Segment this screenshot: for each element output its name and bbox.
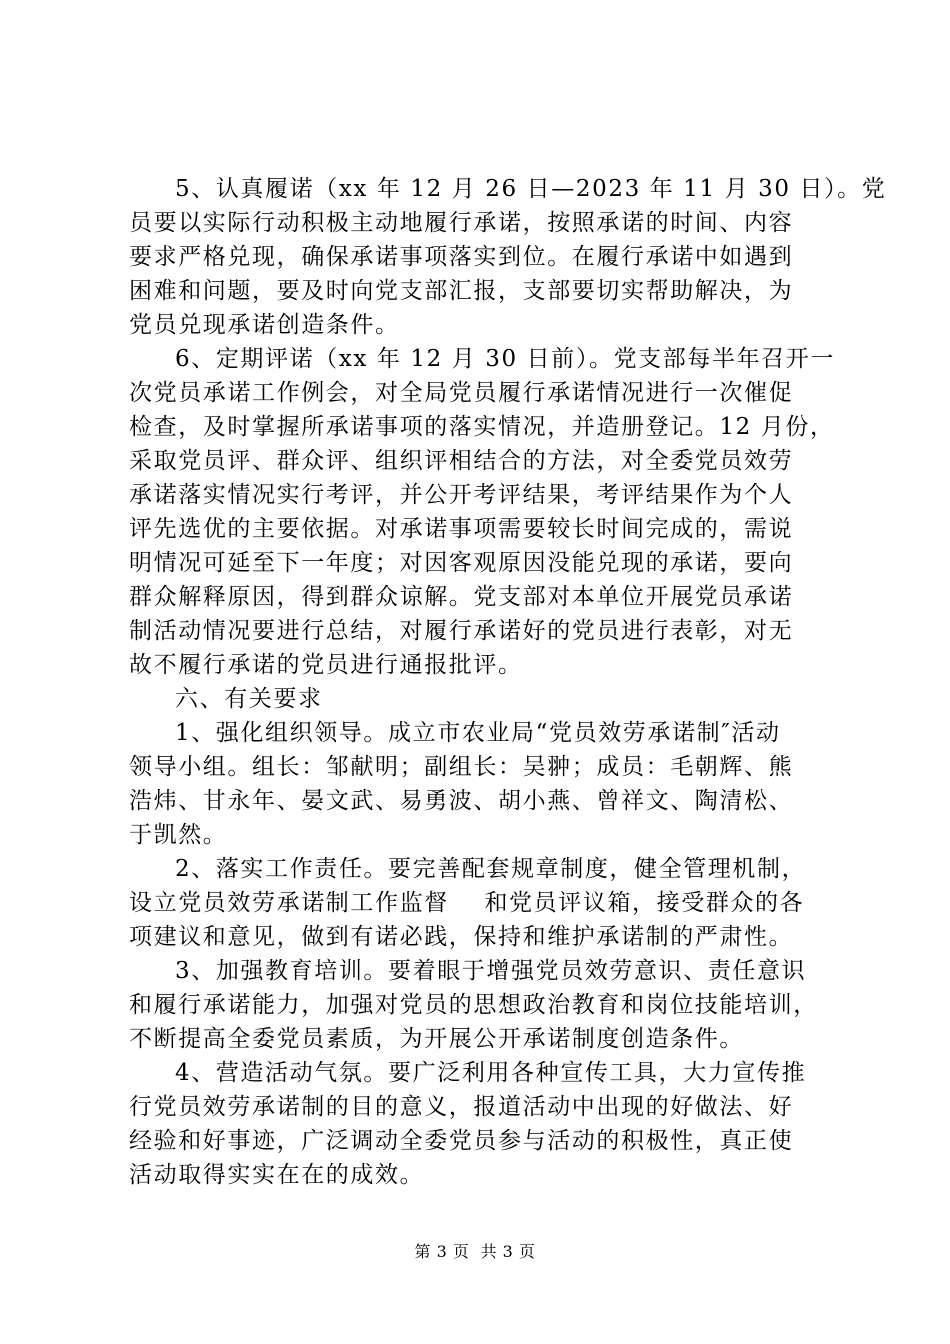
paragraph-5-line-1: 5、认真履诺（xx 年 12 月 26 日—2023 年 11 月 30 日）。党: [175, 176, 887, 202]
requirement-2-line-3: 项建议和意见，做到有诺必践，保持和维护承诺制的严肃性。: [129, 924, 794, 950]
requirement-2-line-1: 2、落实工作责任。要完善配套规章制度，健全管理机制，: [175, 856, 807, 882]
paragraph-6-line-10: 故不履行承诺的党员进行通报批评。: [129, 652, 523, 678]
requirement-1-line-3: 浩炜、甘永年、晏文武、易勇波、胡小燕、曾祥文、陶清松、: [129, 788, 794, 814]
requirement-1-line-2: 领导小组。组长：邹献明；副组长：吴翀；成员：毛朝辉、熊: [129, 754, 794, 780]
requirement-4-line-4: 活动取得实实在在的成效。: [129, 1162, 425, 1188]
requirement-2-line-2: 设立党员效劳承诺制工作监督 和党员评议箱，接受群众的各: [129, 890, 805, 916]
paragraph-6-line-4: 采取党员评、群众评、组织评相结合的方法，对全委党员效劳: [129, 448, 794, 474]
paragraph-6-line-9: 制活动情况要进行总结，对履行承诺好的党员进行表彰，对无: [129, 618, 794, 644]
requirement-1-line-1: 1、强化组织领导。成立市农业局“党员效劳承诺制″活动: [175, 720, 781, 746]
paragraph-6-line-6: 评先选优的主要依据。对承诺事项需要较长时间完成的，需说: [129, 516, 794, 542]
paragraph-5-line-3: 要求严格兑现，确保承诺事项落实到位。在履行承诺中如遇到: [129, 244, 794, 270]
paragraph-6-line-3: 检查，及时掌握所承诺事项的落实情况，并造册登记。12 月份，: [129, 414, 835, 440]
document-body: [129, 172, 887, 1192]
requirement-1-line-4: 于凯然。: [129, 822, 228, 848]
paragraph-6-line-1: 6、定期评诺（xx 年 12 月 30 日前）。党支部每半年召开一: [175, 346, 835, 372]
paragraph-6-line-2: 次党员承诺工作例会，对全局党员履行承诺情况进行一次催促: [129, 380, 794, 406]
paragraph-5-line-2: 员要以实际行动积极主动地履行承诺，按照承诺的时间、内容: [129, 210, 794, 236]
requirement-3-line-1: 3、加强教育培训。要着眼于增强党员效劳意识、责任意识: [175, 958, 807, 984]
requirement-4-line-3: 经验和好事迹，广泛调动全委党员参与活动的积极性，真正使: [129, 1128, 794, 1154]
requirement-3-line-3: 不断提高全委党员素质，为开展公开承诺制度创造条件。: [129, 1026, 744, 1052]
requirement-3-line-2: 和履行承诺能力，加强对党员的思想政治教育和岗位技能培训，: [129, 992, 818, 1018]
requirement-4-line-1: 4、营造活动气氛。要广泛利用各种宣传工具，大力宣传推: [175, 1060, 807, 1086]
section-heading-requirements: 六、有关要求: [175, 686, 323, 712]
paragraph-5-line-4: 困难和问题，要及时向党支部汇报，支部要切实帮助解决，为: [129, 278, 794, 304]
page-number-footer: 第 3 页 共 3 页: [414, 1242, 536, 1261]
paragraph-6-line-8: 群众解释原因，得到群众谅解。党支部对本单位开展党员承诺: [129, 584, 794, 610]
paragraph-6-line-5: 承诺落实情况实行考评，并公开考评结果，考评结果作为个人: [129, 482, 794, 508]
paragraph-5-line-5: 党员兑现承诺创造条件。: [129, 312, 400, 338]
requirement-4-line-2: 行党员效劳承诺制的目的意义，报道活动中出现的好做法、好: [129, 1094, 794, 1120]
paragraph-6-line-7: 明情况可延至下一年度；对因客观原因没能兑现的承诺，要向: [129, 550, 794, 576]
